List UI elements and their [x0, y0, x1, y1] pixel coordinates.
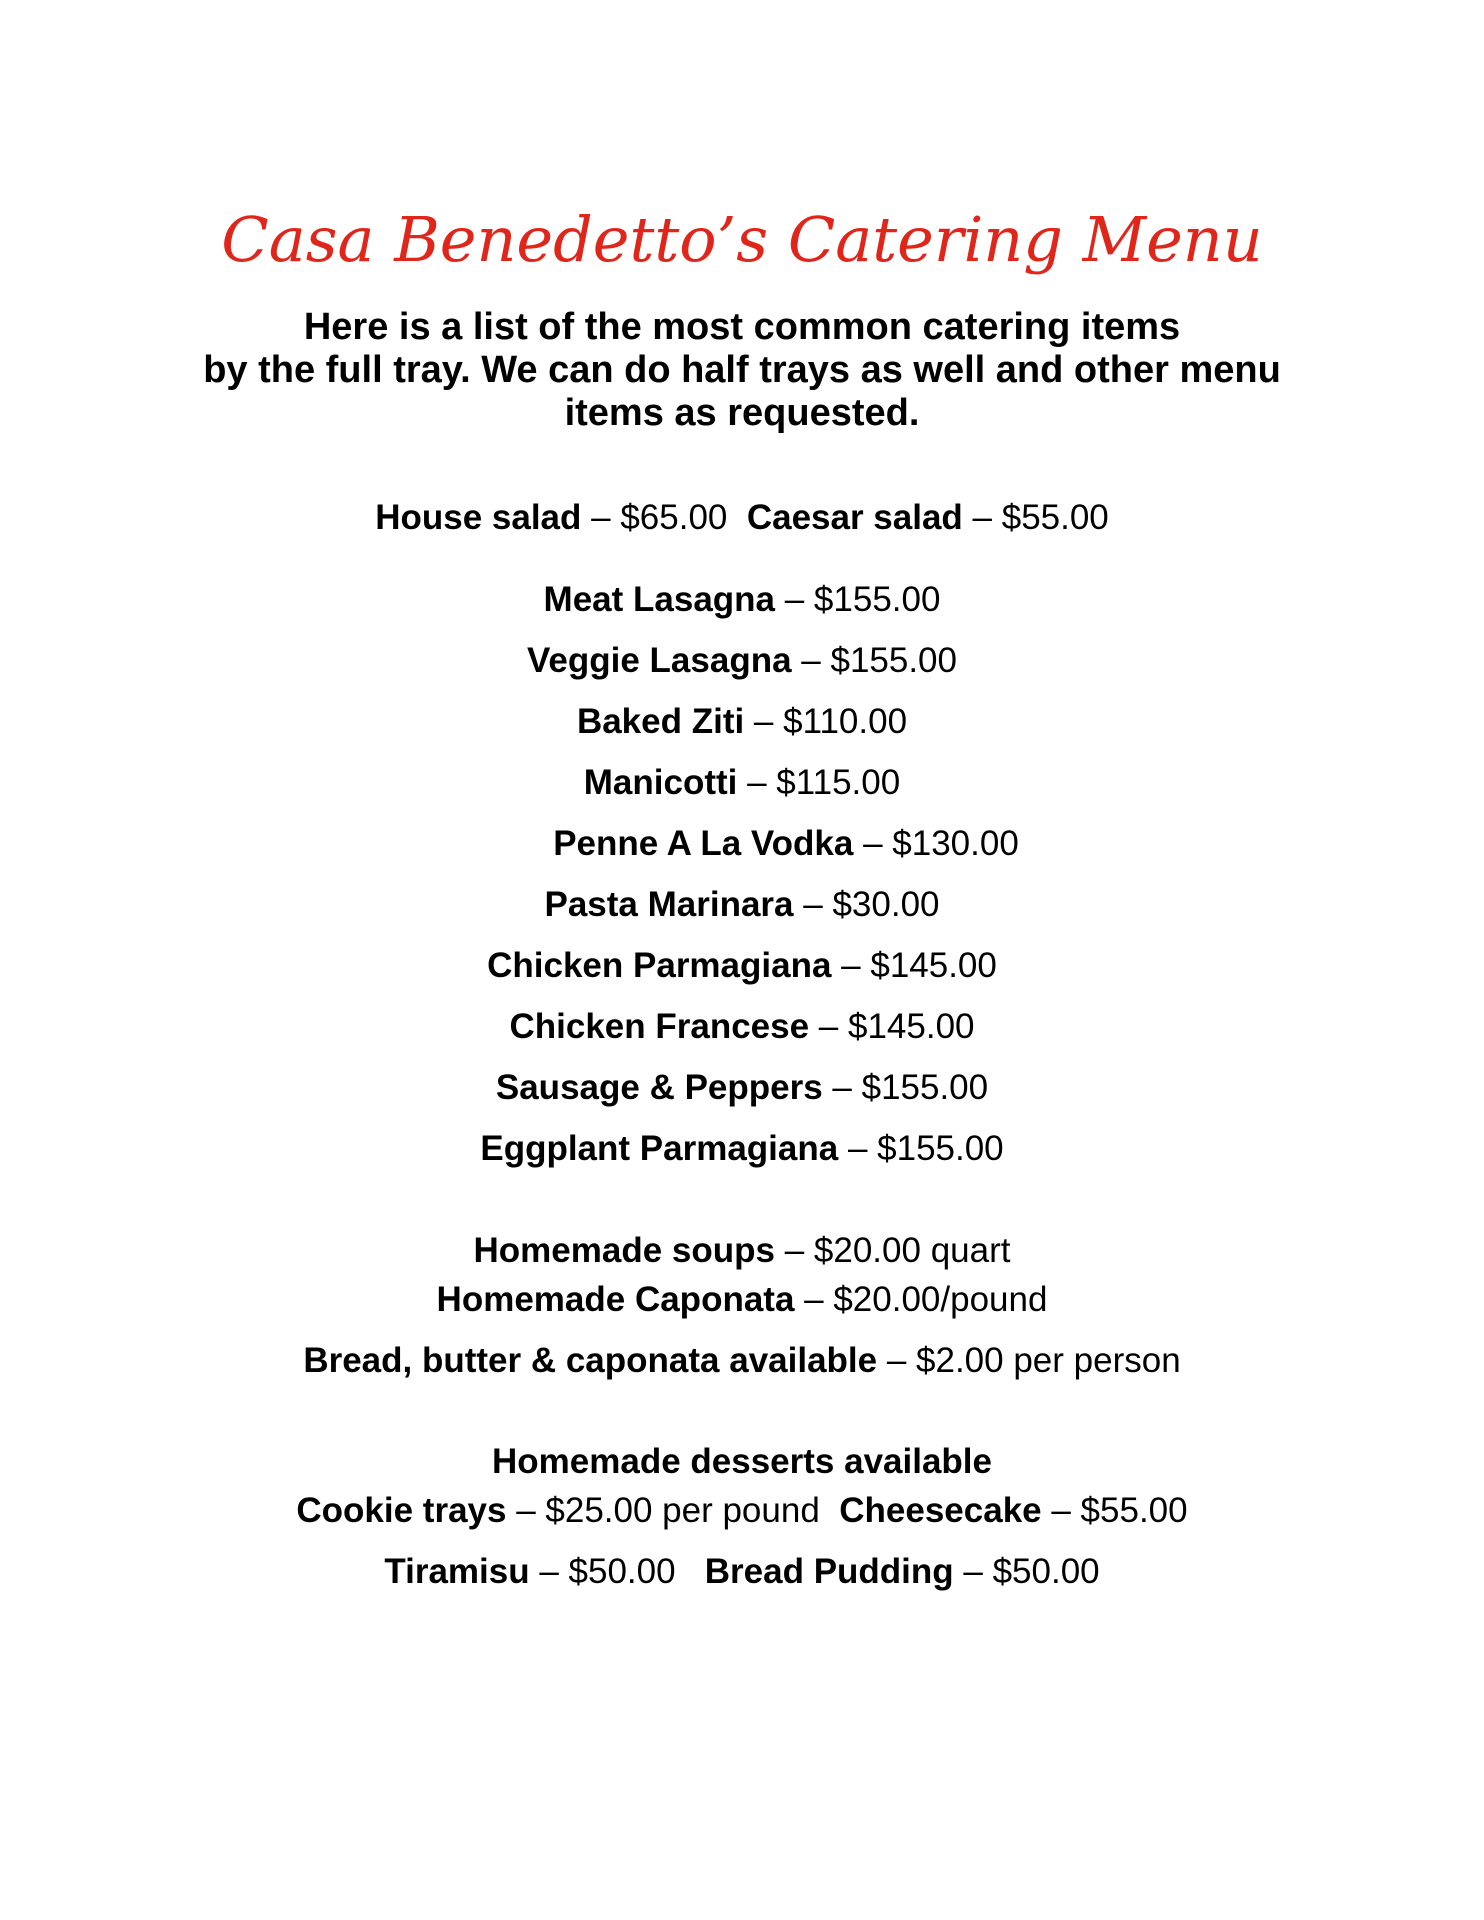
item-name: Sausage & Peppers [495, 1068, 823, 1107]
item-name: Eggplant Parmagiana [480, 1129, 839, 1168]
item-price: – $20.00/pound [794, 1280, 1048, 1319]
menu-item [0, 761, 1484, 805]
menu-item [0, 944, 1484, 988]
salads-line [0, 496, 1484, 540]
menu-item [0, 639, 1484, 683]
extra-item [0, 1229, 1484, 1273]
item-price: – $155.00 [791, 641, 957, 680]
cheesecake-name: Cheesecake [839, 1491, 1042, 1530]
item-name: Homemade Caponata [436, 1280, 795, 1319]
item-price: – $2.00 per person [877, 1341, 1181, 1380]
tiramisu-price: – $50.00 [529, 1552, 676, 1591]
item-price: – $145.00 [831, 946, 997, 985]
menu-item [0, 1005, 1484, 1049]
menu-item [0, 1127, 1484, 1171]
menu-item [0, 883, 1484, 927]
tiramisu-name: Tiramisu [384, 1552, 530, 1591]
item-name: Manicotti [583, 763, 738, 802]
house-salad-price: – $65.00 [581, 498, 728, 537]
item-price: – $130.00 [853, 824, 1019, 863]
desserts-line [0, 1550, 1484, 1594]
menu-item [0, 1066, 1484, 1110]
desserts-line [0, 1489, 1484, 1533]
item-price: – $145.00 [809, 1007, 975, 1046]
bread-pudding-name: Bread Pudding [704, 1552, 954, 1591]
item-name: Penne A La Vodka [553, 824, 854, 863]
item-price: – $115.00 [737, 763, 901, 802]
item-name: Chicken Parmagiana [487, 946, 832, 985]
intro-line: Here is a list of the most common catering items [303, 306, 1181, 348]
bread-pudding-price: – $50.00 [953, 1552, 1100, 1591]
item-price: – $155.00 [775, 580, 941, 619]
menu-item [44, 822, 1484, 866]
menu-item [0, 578, 1484, 622]
menu-item [0, 700, 1484, 744]
intro-line: items as requested. [564, 392, 920, 434]
item-name: Chicken Francese [509, 1007, 810, 1046]
item-name: Veggie Lasagna [527, 641, 792, 680]
item-name: Homemade soups [473, 1231, 775, 1270]
item-name: Meat Lasagna [543, 580, 776, 619]
item-name: Bread, butter & caponata available [303, 1341, 878, 1380]
cookie-trays-price: – $25.00 per pound [506, 1491, 820, 1530]
intro-text [0, 306, 1484, 435]
extra-item [0, 1278, 1484, 1322]
house-salad-name: House salad [375, 498, 582, 537]
caesar-salad-name: Caesar salad [746, 498, 963, 537]
caesar-salad-price: – $55.00 [962, 498, 1109, 537]
item-price: – $110.00 [744, 702, 908, 741]
item-name: Baked Ziti [576, 702, 745, 741]
cheesecake-price: – $55.00 [1041, 1491, 1188, 1530]
cookie-trays-name: Cookie trays [296, 1491, 507, 1530]
desserts-heading: Homemade desserts available [492, 1442, 992, 1481]
item-price: – $155.00 [822, 1068, 989, 1107]
item-price: – $20.00 quart [775, 1231, 1011, 1270]
item-name: Pasta Marinara [544, 885, 794, 924]
item-price: – $30.00 [793, 885, 940, 924]
item-price: – $155.00 [838, 1129, 1004, 1168]
extra-item [0, 1339, 1484, 1383]
intro-line: by the full tray. We can do half trays as well and other menu [203, 349, 1281, 391]
menu-title: Casa Benedetto’s Catering Menu [221, 203, 1263, 276]
